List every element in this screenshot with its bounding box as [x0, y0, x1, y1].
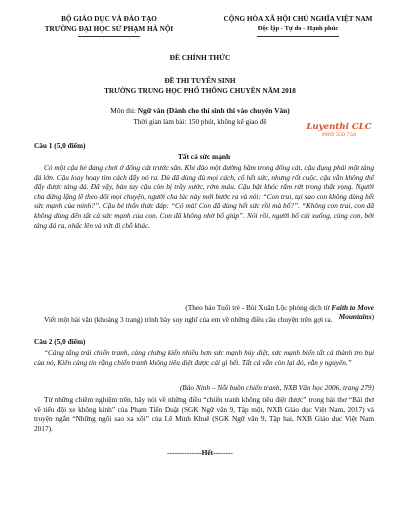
- left-header-rule: [78, 36, 140, 37]
- subject-line: [0, 106, 400, 115]
- end-marker: --------------Hết--------: [167, 448, 233, 457]
- quote-source: (Bảo Ninh – Nỗi buồn chiến tranh, NXB Văn học 2006, trang 279): [179, 383, 374, 392]
- story-source-suffix: ): [371, 312, 374, 321]
- time-note: Thời gian làm bài: 150 phút, không kể giao đề: [133, 118, 267, 126]
- question2-heading: Câu 2 (5,0 điểm): [34, 337, 86, 346]
- ministry-name: BỘ GIÁO DỤC VÀ ĐÀO TẠO: [61, 15, 157, 23]
- story-source-prefix: (Theo báo Tuổi trẻ - Bùi Xuân Lộc phỏng dịch từ: [185, 303, 332, 312]
- story-source-book: Faith to Move Mountains: [331, 303, 374, 321]
- story-title: Tất cả sức mạnh: [177, 152, 231, 161]
- subject-prefix: Môn thi:: [110, 106, 138, 115]
- question1-heading: Câu 1 (5,0 điểm): [34, 141, 86, 150]
- official-label: ĐỀ CHÍNH THỨC: [169, 53, 231, 62]
- right-header-rule: [257, 36, 339, 37]
- university-name: TRƯỜNG ĐẠI HỌC SƯ PHẠM HÀ NỘI: [44, 25, 174, 33]
- republic-motto: Độc lập - Tự do - Hạnh phúc: [257, 25, 339, 32]
- brand-name: Luyenthi CLC: [306, 122, 372, 132]
- republic-header: [198, 14, 398, 34]
- subject-name: Ngữ văn (Dành cho thí sinh thi vào chuyên Văn): [137, 106, 290, 115]
- ministry-header: [34, 14, 184, 34]
- question2-quote: “Cảng tăng trải chiến tranh, càng chứng kiến nhiều hơn sức mạnh hủy diệt, sức mạnh biến tất cả thành tro bụi của nó, Kiên càng tin rằng chiến tranh không tiêu diệt được cái gì hết. Tất cả vẫn còn lại đó, vẫn y nguyên.”: [34, 348, 374, 367]
- exam-title-line1: ĐỀ THI TUYỂN SINH: [164, 77, 236, 85]
- story-text: Có một cậu bé đang chơi ở đống cát trước sân. Khi đào một đường hầm trong đống cát, cậu đụng phải một tảng đá lớn. Cậu loay hoay tìm cách đẩy nó ra. Dù đã dùng đủ mọi cách, cố hết sức, nhưng rốt cuộc, cậu vẫn không thể đẩy được tảng đá. Đã vậy, bàn tay cậu còn bị trầy xước, rớm máu. Cậu bật khóc rấm rứt trong thất vọng. Người cha đứng lặng lẽ theo dõi mọi chuyện, người cha lúc này mới bước ra và nói: “Con trai, tại sao con không dùng hết sức mạnh của mình?”. Cậu bé thổn thức đáp: “Có mà! Con đã dùng hết sức rồi mà bố?”. “Không con trai, con đã không dùng đến tất cả sức mạnh của con. Con đã không nhờ bố giúp”. Nói rồi, người bố cúi xuống, cùng con, bới tảng đá ra, nhấc lên và vứt đi chỗ khác.: [34, 163, 374, 230]
- brand-watermark: [306, 122, 372, 139]
- question2-task: Từ những chiêm nghiệm trên, hãy nói về những điều “chiến tranh không tiêu diệt được” trong bài thơ “Bài thơ về tiểu đội xe không kính” của Phạm Tiến Duật (SGK Ngữ văn 9, Tập một, NXB Giáo dục Việt Nam, 2017) và truyện ngắn “Những ngôi sao xa xôi” của Lê Minh Khuê (SGK Ngữ văn 9, Tập hai, NXB Giáo dục Việt Nam 2017).: [34, 395, 374, 433]
- brand-phone: 0969 350 758: [321, 132, 357, 138]
- republic-name: CỘNG HÒA XÃ HỘI CHỦ NGHĨA VIỆT NAM: [223, 15, 373, 23]
- question1-task: Viết một bài văn (khoảng 3 trang) trình bày suy nghĩ của em về những điều câu chuyện trên gợi ra.: [44, 315, 333, 324]
- exam-title-line2: TRƯỜNG TRUNG HỌC PHỔ THÔNG CHUYÊN NĂM 2018: [104, 87, 296, 95]
